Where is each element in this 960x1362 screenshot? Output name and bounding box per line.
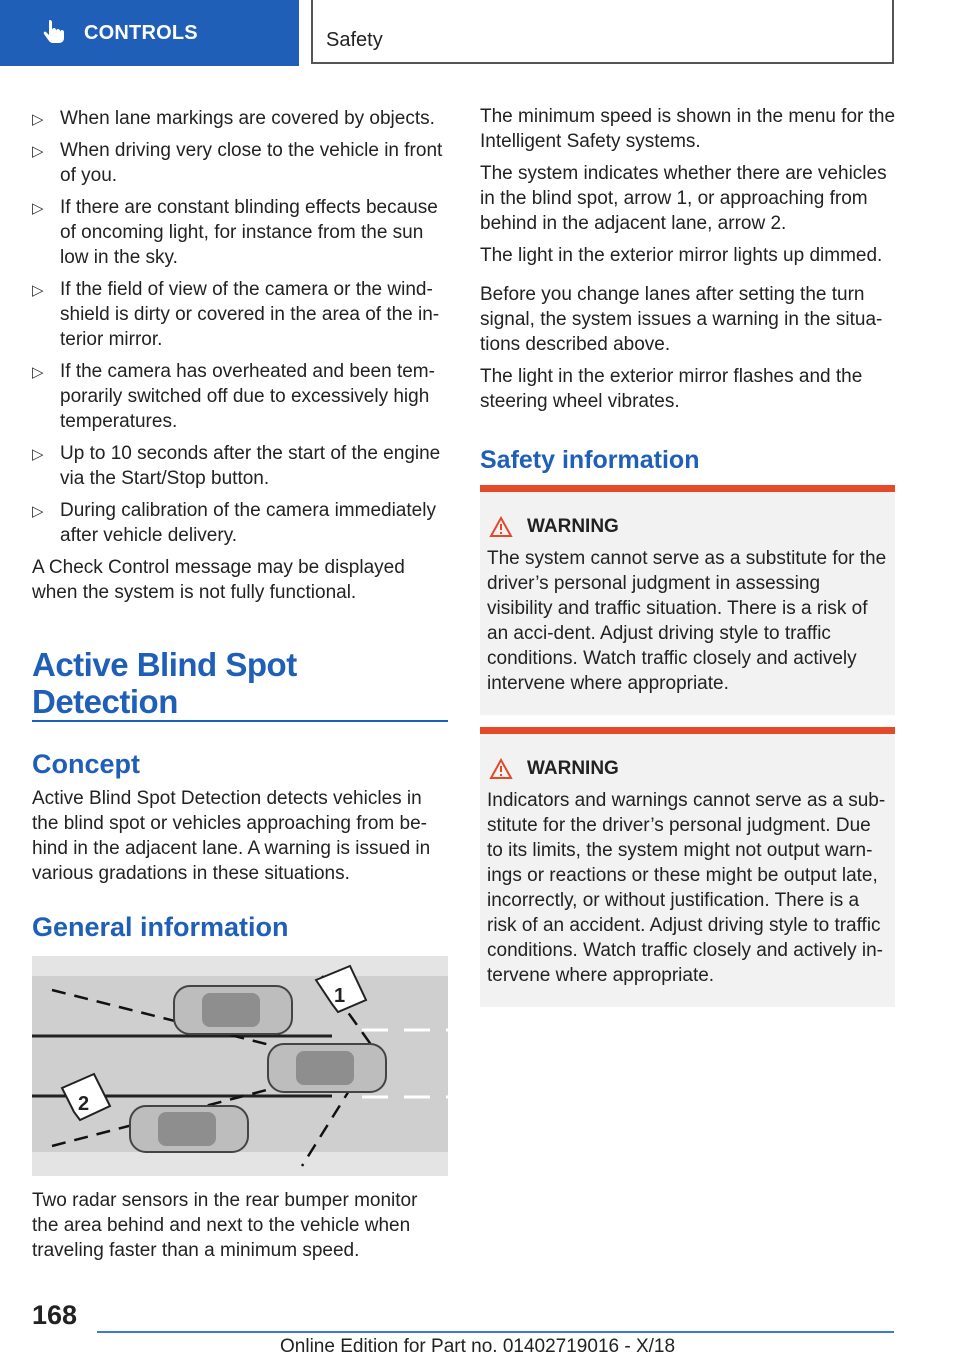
triangle-bullet-icon: ▷: [32, 143, 44, 160]
list-item: ▷ If the camera has overheated and been tem-porarily switched off due to excessively high temperatures.: [32, 361, 435, 432]
page-heading: Active Blind Spot Detection: [32, 646, 297, 720]
warning-title: WARNING: [527, 516, 619, 537]
general-info-text: Two radar sensors in the rear bumper monitor the area behind and next to the vehicle when traveling faster than a minimum speed.: [32, 1190, 418, 1261]
warning-triangle-icon: [489, 758, 513, 780]
triangle-bullet-icon: ▷: [32, 503, 44, 520]
page-number: 168: [32, 1300, 78, 1330]
warning-triangle-icon: [489, 516, 513, 538]
triangle-bullet-icon: ▷: [32, 282, 44, 299]
condition-list: [32, 106, 450, 548]
warning-title: WARNING: [527, 758, 619, 779]
list-item: ▷ When driving very close to the vehicle in front of you.: [32, 140, 443, 186]
concept-text: Active Blind Spot Detection detects vehicles in the blind spot or vehicles approaching from be-hind in the adjacent lane. A warning is issued in various gradations in these situations.: [32, 788, 431, 884]
section-tab-label: CONTROLS: [84, 21, 198, 44]
warning-text: The system cannot serve as a substitute for the driver’s personal judgment in assessing visibility and traffic situation. There is a risk of an acci-dent. Adjust driving style to traffic conditions. Watch traffic closely and actively intervene where appropriate.: [487, 548, 887, 694]
section-title: Safety: [326, 29, 383, 51]
arrow-1-label: 1: [334, 985, 346, 1007]
right-column: [480, 104, 896, 421]
lane-change-text: Before you change lanes after setting the turn signal, the system issues a warning in the situa-tions described above.: [480, 284, 883, 355]
list-item: ▷ If there are constant blinding effects because of oncoming light, for instance from the sun low in the sky.: [32, 197, 438, 268]
section-title-box: [311, 0, 894, 64]
list-item: ▷ If the field of view of the camera or the wind-shield is dirty or covered in the area of the in-terior mirror.: [32, 279, 440, 350]
list-item: ▷ When lane markings are covered by objects.: [32, 106, 450, 131]
footer-rule: [97, 1331, 894, 1333]
safety-info-heading: Safety information: [480, 446, 700, 474]
car-icon: [268, 1044, 386, 1092]
hand-pointer-icon: [38, 18, 68, 48]
car-icon: [174, 986, 292, 1034]
mirror-dimmed-text: The light in the exterior mirror lights up dimmed.: [480, 245, 883, 266]
warning-box: [480, 485, 895, 715]
warning-text: Indicators and warnings cannot serve as a sub-stitute for the driver’s personal judgment. Due to its limits, the system might not output warn-ings or reactions or these might be output late, incorrectly, or without justification. There is a risk of an accident. Adjust driving style to traffic conditions. Watch traffic closely and actively in-tervene where appropriate.: [487, 790, 886, 986]
mirror-flash-text: The light in the exterior mirror flashes and the steering wheel vibrates.: [480, 366, 863, 412]
indication-text: The system indicates whether there are vehicles in the blind spot, arrow 1, or approaching from behind in the adjacent lane, arrow 2.: [480, 163, 887, 234]
heading-rule: [32, 720, 448, 722]
triangle-bullet-icon: ▷: [32, 364, 44, 381]
road-diagram-svg: [32, 956, 448, 1176]
left-column: [32, 106, 450, 612]
list-item: ▷ During calibration of the camera immediately after vehicle delivery.: [32, 500, 436, 546]
triangle-bullet-icon: ▷: [32, 200, 44, 217]
minimum-speed-text: The minimum speed is shown in the menu for the Intelligent Safety systems.: [480, 106, 896, 152]
check-control-text: A Check Control message may be displayed when the system is not fully functional.: [32, 557, 405, 603]
arrow-2-label: 2: [78, 1093, 90, 1115]
edition-text: Online Edition for Part no. 01402719016 - X/18: [280, 1336, 676, 1357]
triangle-bullet-icon: ▷: [32, 446, 44, 463]
blind-spot-diagram: [32, 956, 448, 1176]
triangle-bullet-icon: ▷: [32, 111, 44, 128]
section-tab[interactable]: [0, 0, 299, 66]
concept-heading: Concept: [32, 749, 140, 779]
general-info-heading: General information: [32, 912, 289, 942]
car-icon: [130, 1106, 248, 1152]
warning-box: [480, 727, 895, 1007]
list-item: ▷ Up to 10 seconds after the start of the engine via the Start/Stop button.: [32, 443, 441, 489]
